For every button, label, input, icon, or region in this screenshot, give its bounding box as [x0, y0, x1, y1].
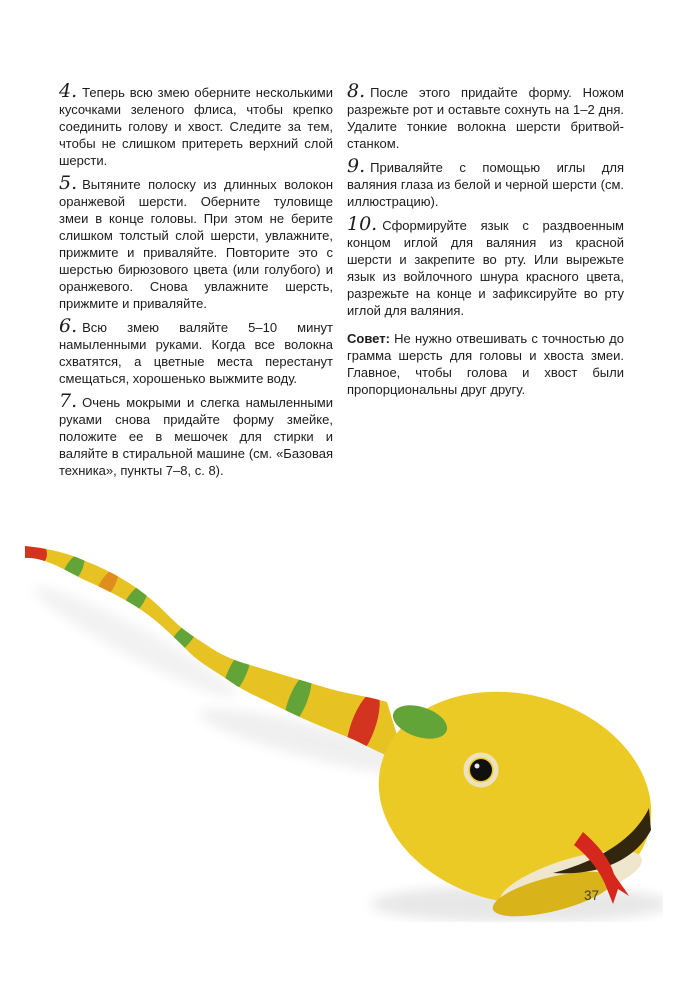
snake-photo-illustration [15, 530, 663, 922]
step-10 [347, 213, 624, 319]
step-text: Сформируйте язык с раздвоенным концом иглой для валяния из красной шерсти и закрепите во рту. Или вырежьте язык из войлочного шнура красного цвета, разрежьте на конце и зафиксируйте во рту иглой для валяния. [347, 218, 624, 318]
step-9 [347, 155, 624, 210]
tail-tip-red-stripe [15, 540, 47, 568]
step-number: 6. [59, 315, 78, 337]
tip-paragraph [347, 330, 624, 398]
step-number: 7. [59, 390, 78, 412]
step-text: Всю змею валяйте 5–10 минут намыленными руками. Когда все волокна схватятся, а цветные места перестанут смещаться, хорошенько выжмите воду. [59, 320, 333, 386]
step-number: 5. [59, 172, 78, 194]
step-text: Теперь всю змею оберните несколькими кусочками зеленого флиса, чтобы крепко соединить голову и хвост. Следите за тем, чтобы не слишком притереть верхний слой шерсти. [59, 85, 333, 168]
snake-photo [15, 530, 663, 922]
eye-pupil [470, 759, 492, 781]
step-text: После этого придайте форму. Ножом разрежьте рот и оставьте сохнуть на 1–2 дня. Удалите тонкие волокна шерсти бритвой-станком. [347, 85, 624, 151]
snake-body [25, 546, 405, 762]
text-column-left [59, 80, 333, 486]
step-number: 10. [347, 213, 378, 235]
tip-text: Не нужно отвешивать с точностью до грамма шерсть для головы и хвоста змеи. Главное, чтобы голова и хвост были пропорциональны друг другу. [347, 331, 624, 397]
step-text: Вытяните полоску из длинных волокон оранжевой шерсти. Оберните туловище змеи в конце головы. При этом не берите слишком толстый слой шерсти, увлажните, прижмите и приваляйте. Повторите это с шерстью бирюзового цвета (или голубого) и оранжевого. Снова увлажните шерсть, прижмите и приваляйте. [59, 177, 333, 311]
step-6 [59, 315, 333, 387]
step-text: Очень мокрыми и слегка намыленными руками снова придайте форму змейке, положите ее в мешочек для стирки и валяйте в стиральной машине (см. «Базовая техника», пункты 7–8, с. 8). [59, 395, 333, 478]
step-7 [59, 390, 333, 479]
text-column-right [347, 80, 624, 398]
step-8 [347, 80, 624, 152]
step-5 [59, 172, 333, 312]
tip-label: Совет: [347, 331, 390, 346]
step-number: 8. [347, 80, 366, 102]
step-number: 9. [347, 155, 366, 177]
eye-highlight [475, 764, 480, 769]
snake-eye [466, 755, 496, 785]
page-number: 37 [584, 888, 600, 903]
step-4 [59, 80, 333, 169]
step-number: 4. [59, 80, 78, 102]
step-text: Приваляйте с помощью иглы для валяния глаза из белой и черной шерсти (см. иллюстрацию). [347, 160, 624, 209]
